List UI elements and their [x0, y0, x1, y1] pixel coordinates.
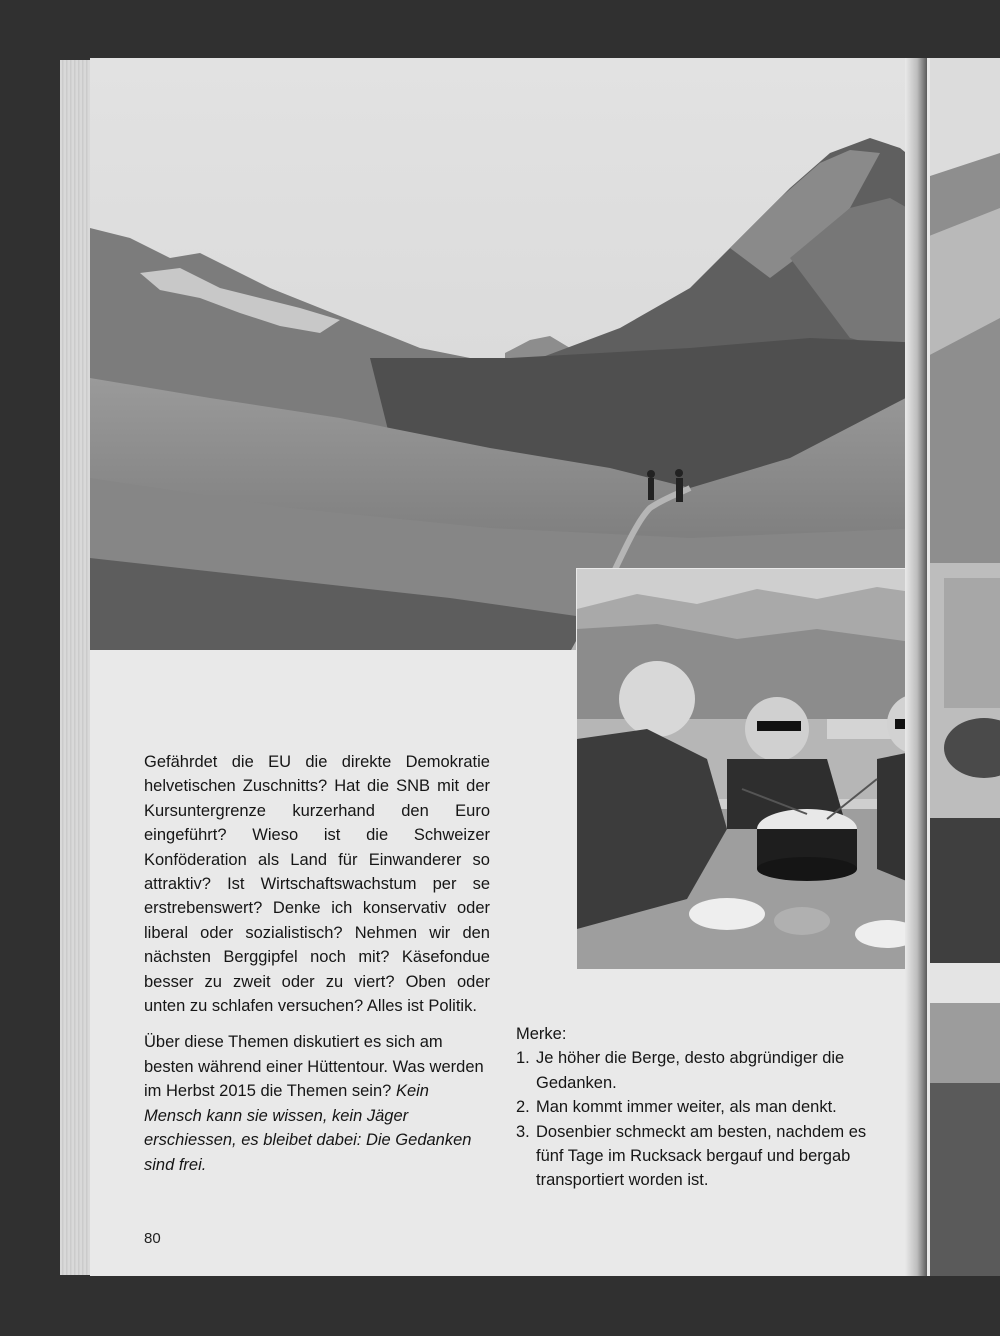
list-item-number: 2.	[516, 1098, 530, 1117]
magazine-page	[90, 58, 930, 1276]
merke-title: Merke:	[516, 1025, 567, 1043]
list-item-text: Je höher die Berge, desto abgründiger die Gedanken.	[536, 1049, 845, 1092]
list-item	[516, 1120, 870, 1193]
paragraph-huettentour	[144, 1030, 490, 1176]
list-item-number: 3.	[516, 1122, 530, 1141]
paragraph-huettentour-text: Über diese Themen diskutiert es sich am besten während einer Hüttentour. Was werden im Herbst 2015 die Themen sein?	[144, 1033, 484, 1101]
paragraph-politics: Gefährdet die EU die direkte Demokratie helvetischen Zuschnitts? Hat die SNB mit der Kursuntergrenze kurzerhand den Euro eingeführt? Wieso ist die Schweizer Konföderation als Land für Einwanderer so attraktiv? Ist Wirtschaftswachstum per se erstrebenswert? Denke ich konservativ oder liberal oder sozialistisch? Nehmen wir den nächsten Berggipfel noch mit? Käsefondue besser zu zweit oder zu viert? Oben oder unten zu schlafen versuchen? Alles ist Politik.	[144, 753, 490, 1016]
list-item-text: Man kommt immer weiter, als man denkt.	[536, 1098, 837, 1117]
list-item-text: Dosenbier schmeckt am besten, nachdem es fünf Tage im Rucksack bergauf und bergab transportiert worden ist.	[536, 1122, 867, 1190]
list-item-number: 1.	[516, 1049, 530, 1068]
facing-page-photo	[924, 58, 1000, 1276]
list-item	[516, 1095, 870, 1119]
show-through-text	[138, 120, 308, 186]
page-number: 80	[144, 1230, 161, 1247]
fondue-group-photo	[576, 568, 927, 970]
page-stack-edge	[60, 60, 92, 1275]
list-item	[516, 1046, 870, 1095]
paragraph-huettentour-italic: Kein Mensch kann sie wissen, kein Jäger erschiessen, es bleibet dabei: Die Gedanken sind frei.	[144, 1082, 472, 1174]
body-text	[144, 750, 490, 1189]
facing-page-edge	[924, 58, 1000, 1276]
merke-list	[516, 1046, 870, 1192]
merke-box	[516, 1022, 870, 1193]
page-gutter	[905, 58, 927, 1276]
